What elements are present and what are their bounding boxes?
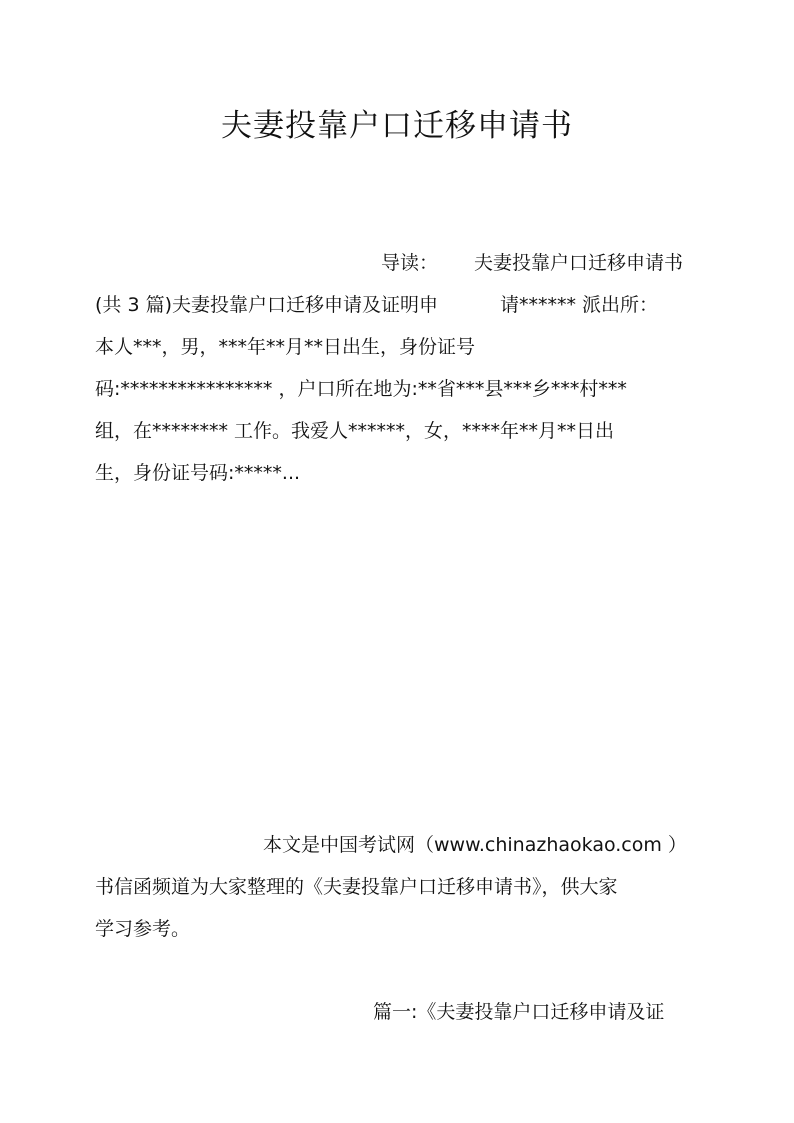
intro-line-1 xyxy=(381,250,683,276)
intro-label: 导读： xyxy=(381,252,439,274)
intro-heading: 夫妻投靠户口迁移申请书 xyxy=(474,252,684,274)
intro-line-2-left: (共 3 篇)夫妻投靠户口迁移申请及证明申 xyxy=(95,294,438,316)
section-heading: 篇一:《夫妻投靠户口迁移申请及证 xyxy=(373,1001,665,1023)
intro-line-6: 生，身份证号码:*****... xyxy=(95,462,301,484)
note-line-3: 学习参考。 xyxy=(95,918,191,940)
intro-line-3: 本人***，男，***年**月**日出生，身份证号 xyxy=(95,336,476,358)
intro-line-5: 组，在******** 工作。我爱人******，女，****年**月**日出 xyxy=(95,420,615,442)
intro-line-4: 码:**************** ，户口所在地为:**省***县***乡***村*** xyxy=(95,378,627,400)
document-title: 夫妻投靠户口迁移申请书 xyxy=(221,108,573,144)
note-line-1: 本文是中国考试网（www.chinazhaokao.com ） xyxy=(263,834,687,856)
intro-line-2-right: 请****** 派出所： xyxy=(500,294,659,316)
note-line-2: 书信函频道为大家整理的《夫妻投靠户口迁移申请书》，供大家 xyxy=(95,876,618,898)
intro-line-2 xyxy=(95,292,658,318)
